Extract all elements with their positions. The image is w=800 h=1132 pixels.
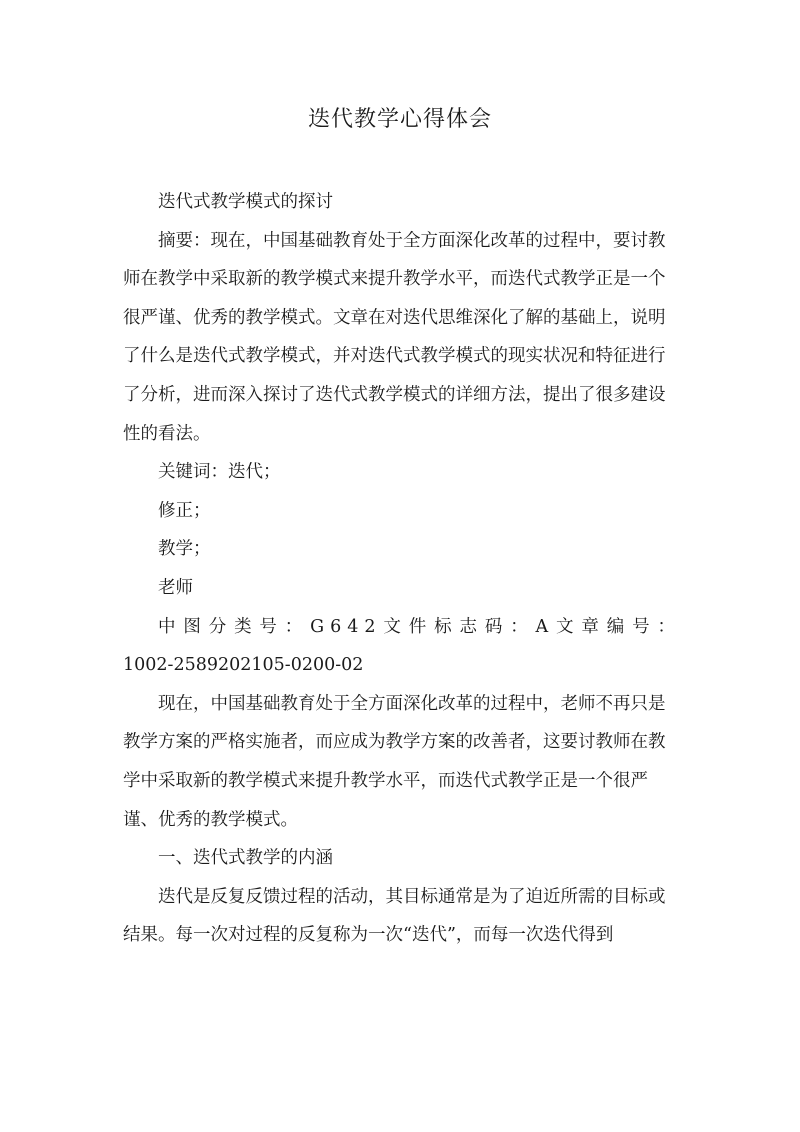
keyword-line: 关键词：迭代； bbox=[158, 462, 281, 483]
subtitle: 迭代式教学模式的探讨 bbox=[158, 192, 333, 212]
article-number: 1002-2589202105-0200-02 bbox=[123, 655, 364, 676]
classification-line: 中图分类号：G642文件标志码：A文章编号： bbox=[158, 616, 681, 637]
abstract-paragraph: 摘要：现在，中国基础教育处于全方面深化改革的过程中，要讨教师在教学中采取新的教学模式来提升教学水平，而迭代式教学正是一个很严谨、优秀的教学模式。文章在对迭代思维深化了解的基础上，说明了什么是迭代式教学模式，并对迭代式教学模式的现实状况和特征进行了分析，进而深入探讨了迭代式教学模式的详细方法，提出了很多建设性的看法。 bbox=[123, 230, 666, 444]
section-heading: 一、迭代式教学的内涵 bbox=[158, 848, 333, 869]
keyword-line: 教学； bbox=[158, 539, 211, 560]
keyword-line: 老师 bbox=[158, 577, 193, 598]
section-paragraph: 迭代是反复反馈过程的活动，其目标通常是为了迫近所需的目标或结果。每一次对过程的反复称为一次“迭代”，而每一次迭代得到 bbox=[123, 886, 666, 946]
document-title: 迭代教学心得体会 bbox=[307, 107, 492, 132]
document-body bbox=[123, 183, 681, 955]
keyword-line: 修正； bbox=[158, 500, 211, 521]
intro-paragraph: 现在，中国基础教育处于全方面深化改革的过程中，老师不再只是教学方案的严格实施者，而应成为教学方案的改善者，这要讨教师在教学中采取新的教学模式来提升教学水平，而迭代式教学正是一个很严谨、优秀的教学模式。 bbox=[123, 693, 666, 830]
